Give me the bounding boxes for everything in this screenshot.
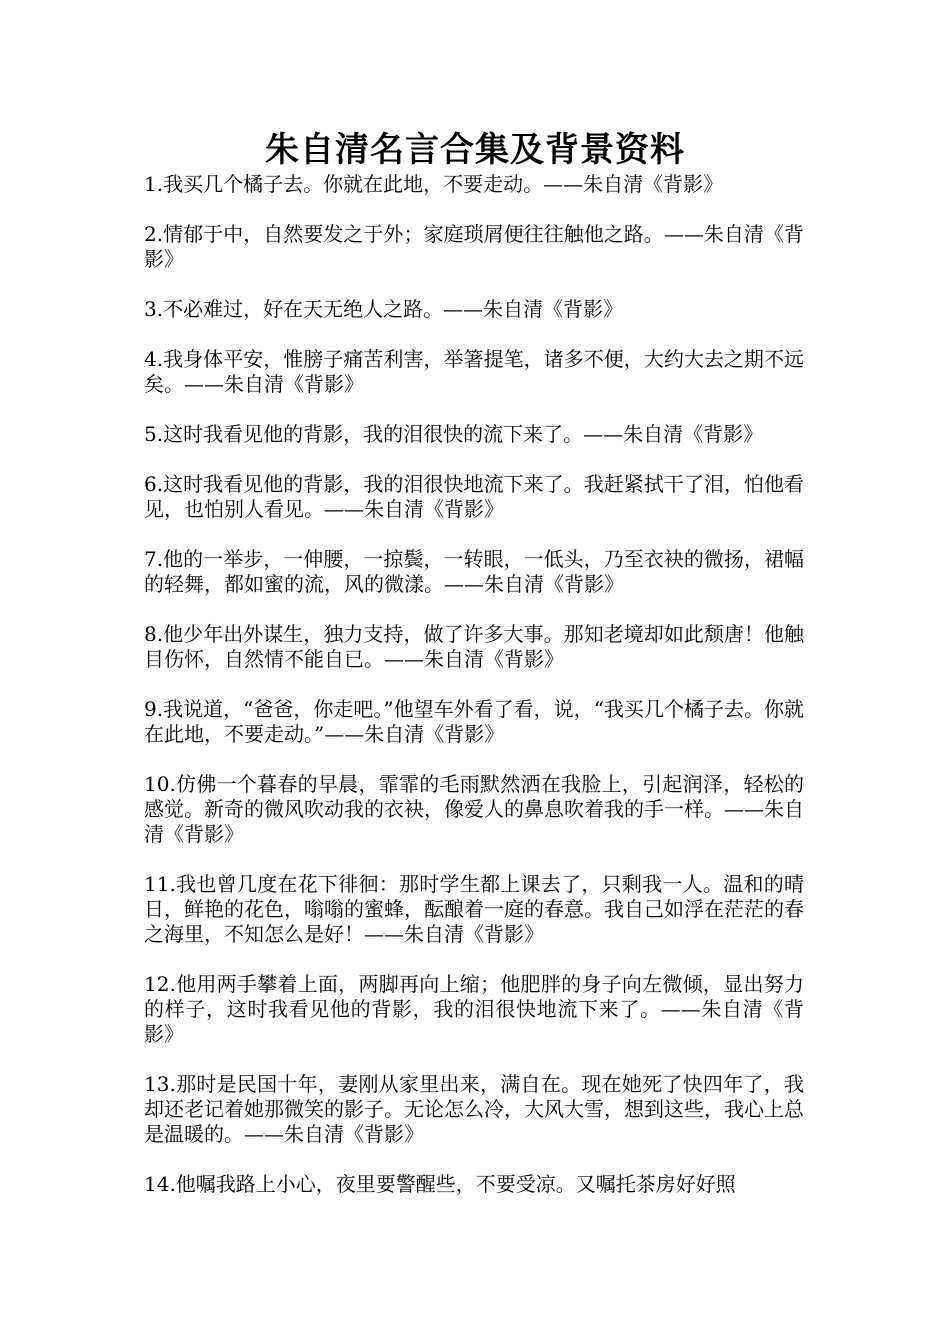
quote-paragraph: 5.这时我看见他的背影，我的泪很快的流下来了。——朱自清《背影》 — [144, 422, 764, 446]
quote-paragraph: 14.他嘱我路上小心，夜里要警醒些，不要受凉。又嘱托茶房好好照 — [144, 1172, 736, 1196]
quote-paragraph: 2.情郁于中，自然要发之于外；家庭琐屑便往往触他之路。——朱自清《背影》 — [144, 222, 804, 271]
quote-paragraph: 4.我身体平安，惟膀子痛苦利害，举箸提笔，诸多不便，大约大去之期不远矣。——朱自清《背影》 — [144, 347, 804, 396]
quote-paragraph: 10.仿佛一个暮春的早晨，霏霏的毛雨默然洒在我脸上，引起润泽，轻松的感觉。新奇的微风吹动我的衣袂，像爱人的鼻息吹着我的手一样。——朱自清《背影》 — [144, 772, 804, 846]
quote-paragraph: 9.我说道，“爸爸，你走吧。”他望车外看了看，说，“我买几个橘子去。你就在此地，不要走动。”——朱自清《背影》 — [144, 697, 804, 746]
quote-paragraph: 3.不必难过，好在天无绝人之路。——朱自清《背影》 — [144, 297, 624, 321]
quote-paragraph: 8.他少年出外谋生，独力支持，做了许多大事。那知老境却如此颓唐！他触目伤怀，自然情不能自已。——朱自清《背影》 — [144, 622, 804, 671]
document-body — [144, 172, 804, 1222]
quote-paragraph: 13.那时是民国十年，妻刚从家里出来，满自在。现在她死了快四年了，我却还老记着她那微笑的影子。无论怎么冷，大风大雪，想到这些，我心上总是温暖的。——朱自清《背影》 — [144, 1072, 804, 1146]
quote-paragraph: 6.这时我看见他的背影，我的泪很快地流下来了。我赶紧拭干了泪，怕他看见，也怕别人看见。——朱自清《背影》 — [144, 472, 804, 521]
quote-paragraph: 11.我也曾几度在花下徘徊：那时学生都上课去了，只剩我一人。温和的晴日，鲜艳的花色，嗡嗡的蜜蜂，酝酿着一庭的春意。我自己如浮在茫茫的春之海里，不知怎么是好！——朱自清《背影》 — [144, 872, 804, 946]
quote-paragraph: 7.他的一举步，一伸腰，一掠鬓，一转眼，一低头，乃至衣袂的微扬，裙幅的轻舞，都如蜜的流，风的微漾。——朱自清《背影》 — [144, 547, 804, 596]
document-title: 朱自清名言合集及背景资料 — [265, 130, 685, 170]
quote-paragraph: 1.我买几个橘子去。你就在此地，不要走动。——朱自清《背影》 — [144, 172, 724, 196]
quote-paragraph: 12.他用两手攀着上面，两脚再向上缩；他肥胖的身子向左微倾，显出努力的样子，这时我看见他的背影，我的泪很快地流下来了。——朱自清《背影》 — [144, 972, 804, 1046]
